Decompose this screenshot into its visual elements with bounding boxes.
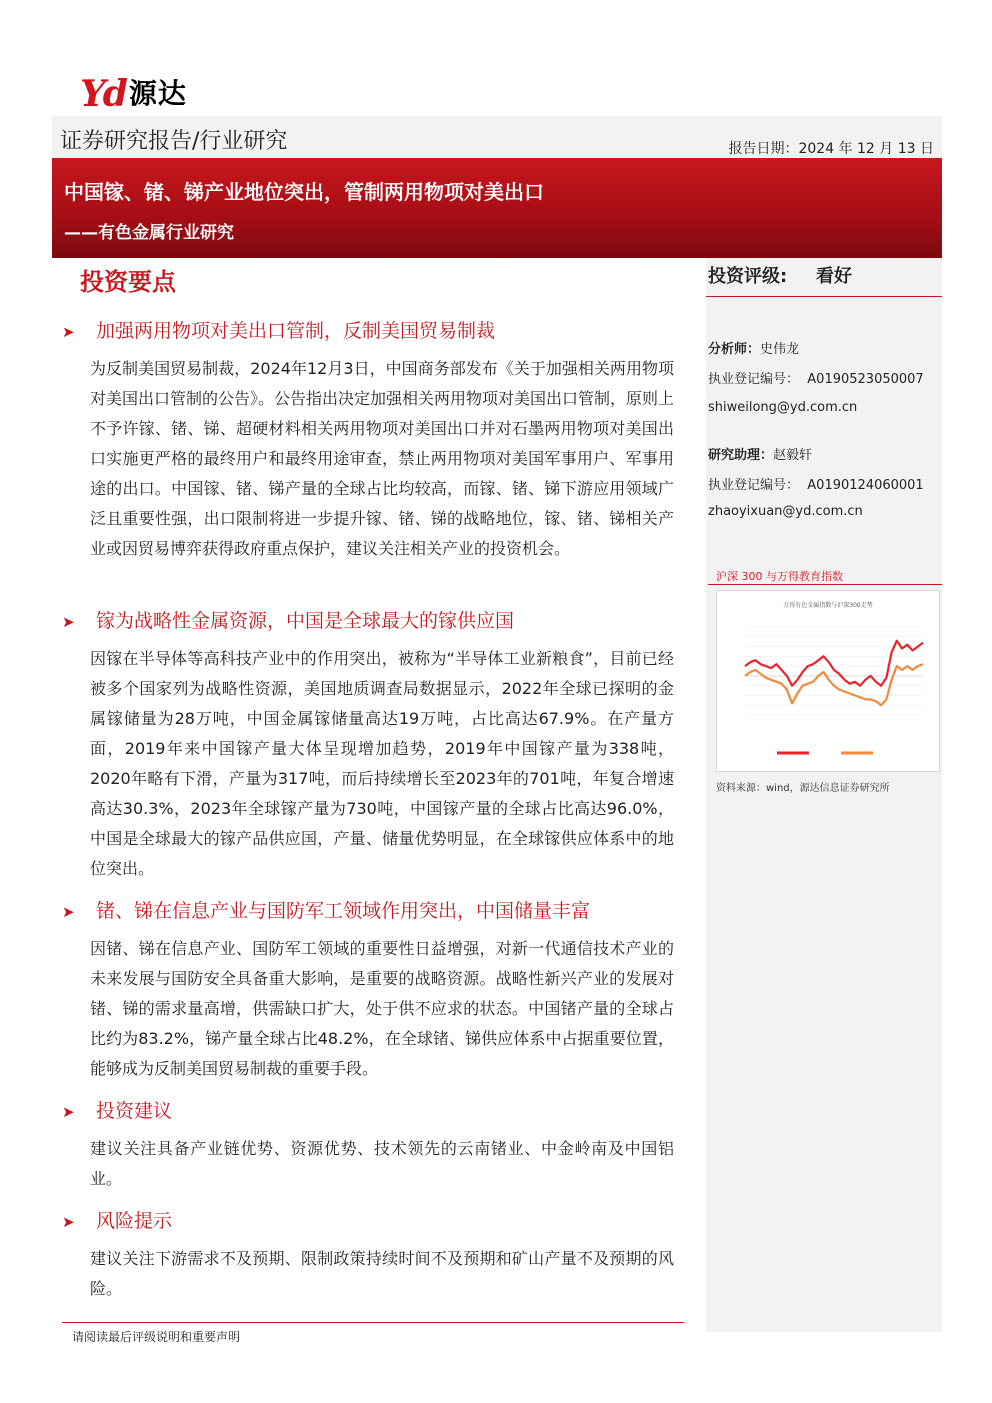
assistant-label: 研究助理： — [708, 448, 774, 463]
analyst-registration: 执业登记编号： A0190523050007 — [708, 372, 924, 387]
analyst-reg-no: A0190523050007 — [807, 372, 924, 387]
arrow-bullet-icon: ➤ — [62, 1213, 75, 1231]
section-heading: ➤ 锗、锑在信息产业与国防军工领域作用突出，中国储量丰富 — [62, 900, 591, 922]
index-chart — [716, 590, 940, 772]
section-heading: ➤ 投资建议 — [62, 1100, 173, 1122]
arrow-bullet-icon: ➤ — [62, 323, 75, 341]
logo-mark: Yd — [80, 73, 125, 115]
title-banner — [52, 158, 942, 258]
chart-source: 资料来源：wind，源达信息证券研究所 — [716, 783, 890, 794]
section-body: 建议关注具备产业链优势、资源优势、技术领先的云南锗业、中金岭南及中国铝业。 — [90, 1139, 674, 1188]
section-body: 因锗、锑在信息产业、国防军工领域的重要性日益增强，对新一代通信技术产业的未来发展与国防安全具备重大影响，是重要的战略资源。战略性新兴产业的发展对锗、锑的需求量高增，供需缺口扩大，处于供不应求的状态。中国锗产量的全球占比约为83.2%，锑产量全球占比48.2%，在全球锗、锑供应体系中占据重要位置，能够成为反制美国贸易制裁的重要手段。 — [90, 939, 674, 1078]
section-body: 为反制美国贸易制裁，2024年12月3日，中国商务部发布《关于加强相关两用物项对美国出口管制的公告》。公告指出决定加强相关两用物项对美国出口管制，原则上不予许镓、锗、锑、超硬材料相关两用物项对美国出口并对石墨两用物项对美国出口实施更严格的最终用户和最终用途审查，禁止两用物项对美国军事用户、军事用途的出口。中国镓、锗、锑产量的全球占比均较高，而镓、锗、锑下游应用领域广泛且重要性强，出口限制将进一步提升镓、锗、锑的战略地位，镓、锗、锑相关产业或因贸易博弈获得政府重点保护，建议关注相关产业的投资机会。 — [90, 359, 675, 558]
report-title: 中国镓、锗、锑产业地位突出，管制两用物项对美出口 — [64, 180, 544, 204]
assistant-email[interactable]: zhaoyixuan@yd.com.cn — [708, 504, 863, 519]
analyst-email[interactable]: shiweilong@yd.com.cn — [708, 400, 858, 415]
index-chart-svg — [717, 591, 939, 771]
analyst-name: 史伟龙 — [760, 342, 800, 357]
footer-disclaimer: 请阅读最后评级说明和重要声明 — [72, 1330, 241, 1344]
rating-value: 看好 — [816, 266, 852, 287]
sidebar — [706, 258, 942, 1332]
arrow-bullet-icon: ➤ — [62, 903, 75, 921]
arrow-bullet-icon: ➤ — [62, 613, 75, 631]
key-points-heading: 投资要点 — [80, 268, 176, 296]
report-type: 证券研究报告/行业研究 — [60, 129, 288, 154]
chart-caption-rule — [708, 584, 942, 585]
section-heading: ➤ 镓为战略性金属资源，中国是全球最大的镓供应国 — [62, 610, 515, 632]
assistant-registration: 执业登记编号： A0190124060001 — [708, 478, 924, 493]
section-body: 因镓在半导体等高科技产业中的作用突出，被称为“半导体工业新粮食”，目前已经被多个国家列为战略性资源，美国地质调查局数据显示，2022年全球已探明的金属镓储量为28万吨，中国金属镓储量高达19万吨，占比高达67.9%。在产量方面，2019年来中国镓产量大体呈现增加趋势，2019年中国镓产量为338吨，2020年略有下滑，产量为317吨，而后持续增长至2023年的701吨，年复合增速高达30.3%，2023年全球镓产量为730吨，中国镓产量的全球占比高达96.0%，中国是全球最大的镓产品供应国，产量、储量优势明显，在全球镓供应体系中的地位突出。 — [90, 649, 674, 878]
analyst-label: 分析师： — [708, 342, 761, 357]
report-date: 报告日期：2024 年 12 月 13 日 — [728, 141, 934, 157]
arrow-bullet-icon: ➤ — [62, 1103, 75, 1121]
section-heading: ➤ 风险提示 — [62, 1210, 173, 1232]
analyst — [708, 338, 799, 357]
section-body: 建议关注下游需求不及预期、限制政策持续时间不及预期和矿山产量不及预期的风险。 — [90, 1249, 674, 1298]
chart-title: 万得有色金属指数与沪深300走势 — [783, 602, 873, 609]
section-heading: ➤ 加强两用物项对美出口管制，反制美国贸易制裁 — [62, 320, 496, 342]
investment-rating — [706, 258, 942, 297]
rating-label: 投资评级: — [708, 266, 788, 287]
footer-rule — [62, 1322, 684, 1323]
assistant — [708, 444, 812, 463]
brand-logo — [80, 74, 187, 114]
chart-caption: 沪深 300 与万得教育指数 — [716, 570, 843, 583]
report-subtitle: ——有色金属行业研究 — [64, 223, 234, 243]
assistant-name: 赵毅轩 — [773, 448, 813, 463]
logo-text: 源达 — [128, 77, 187, 110]
assistant-reg-no: A0190124060001 — [807, 478, 924, 493]
